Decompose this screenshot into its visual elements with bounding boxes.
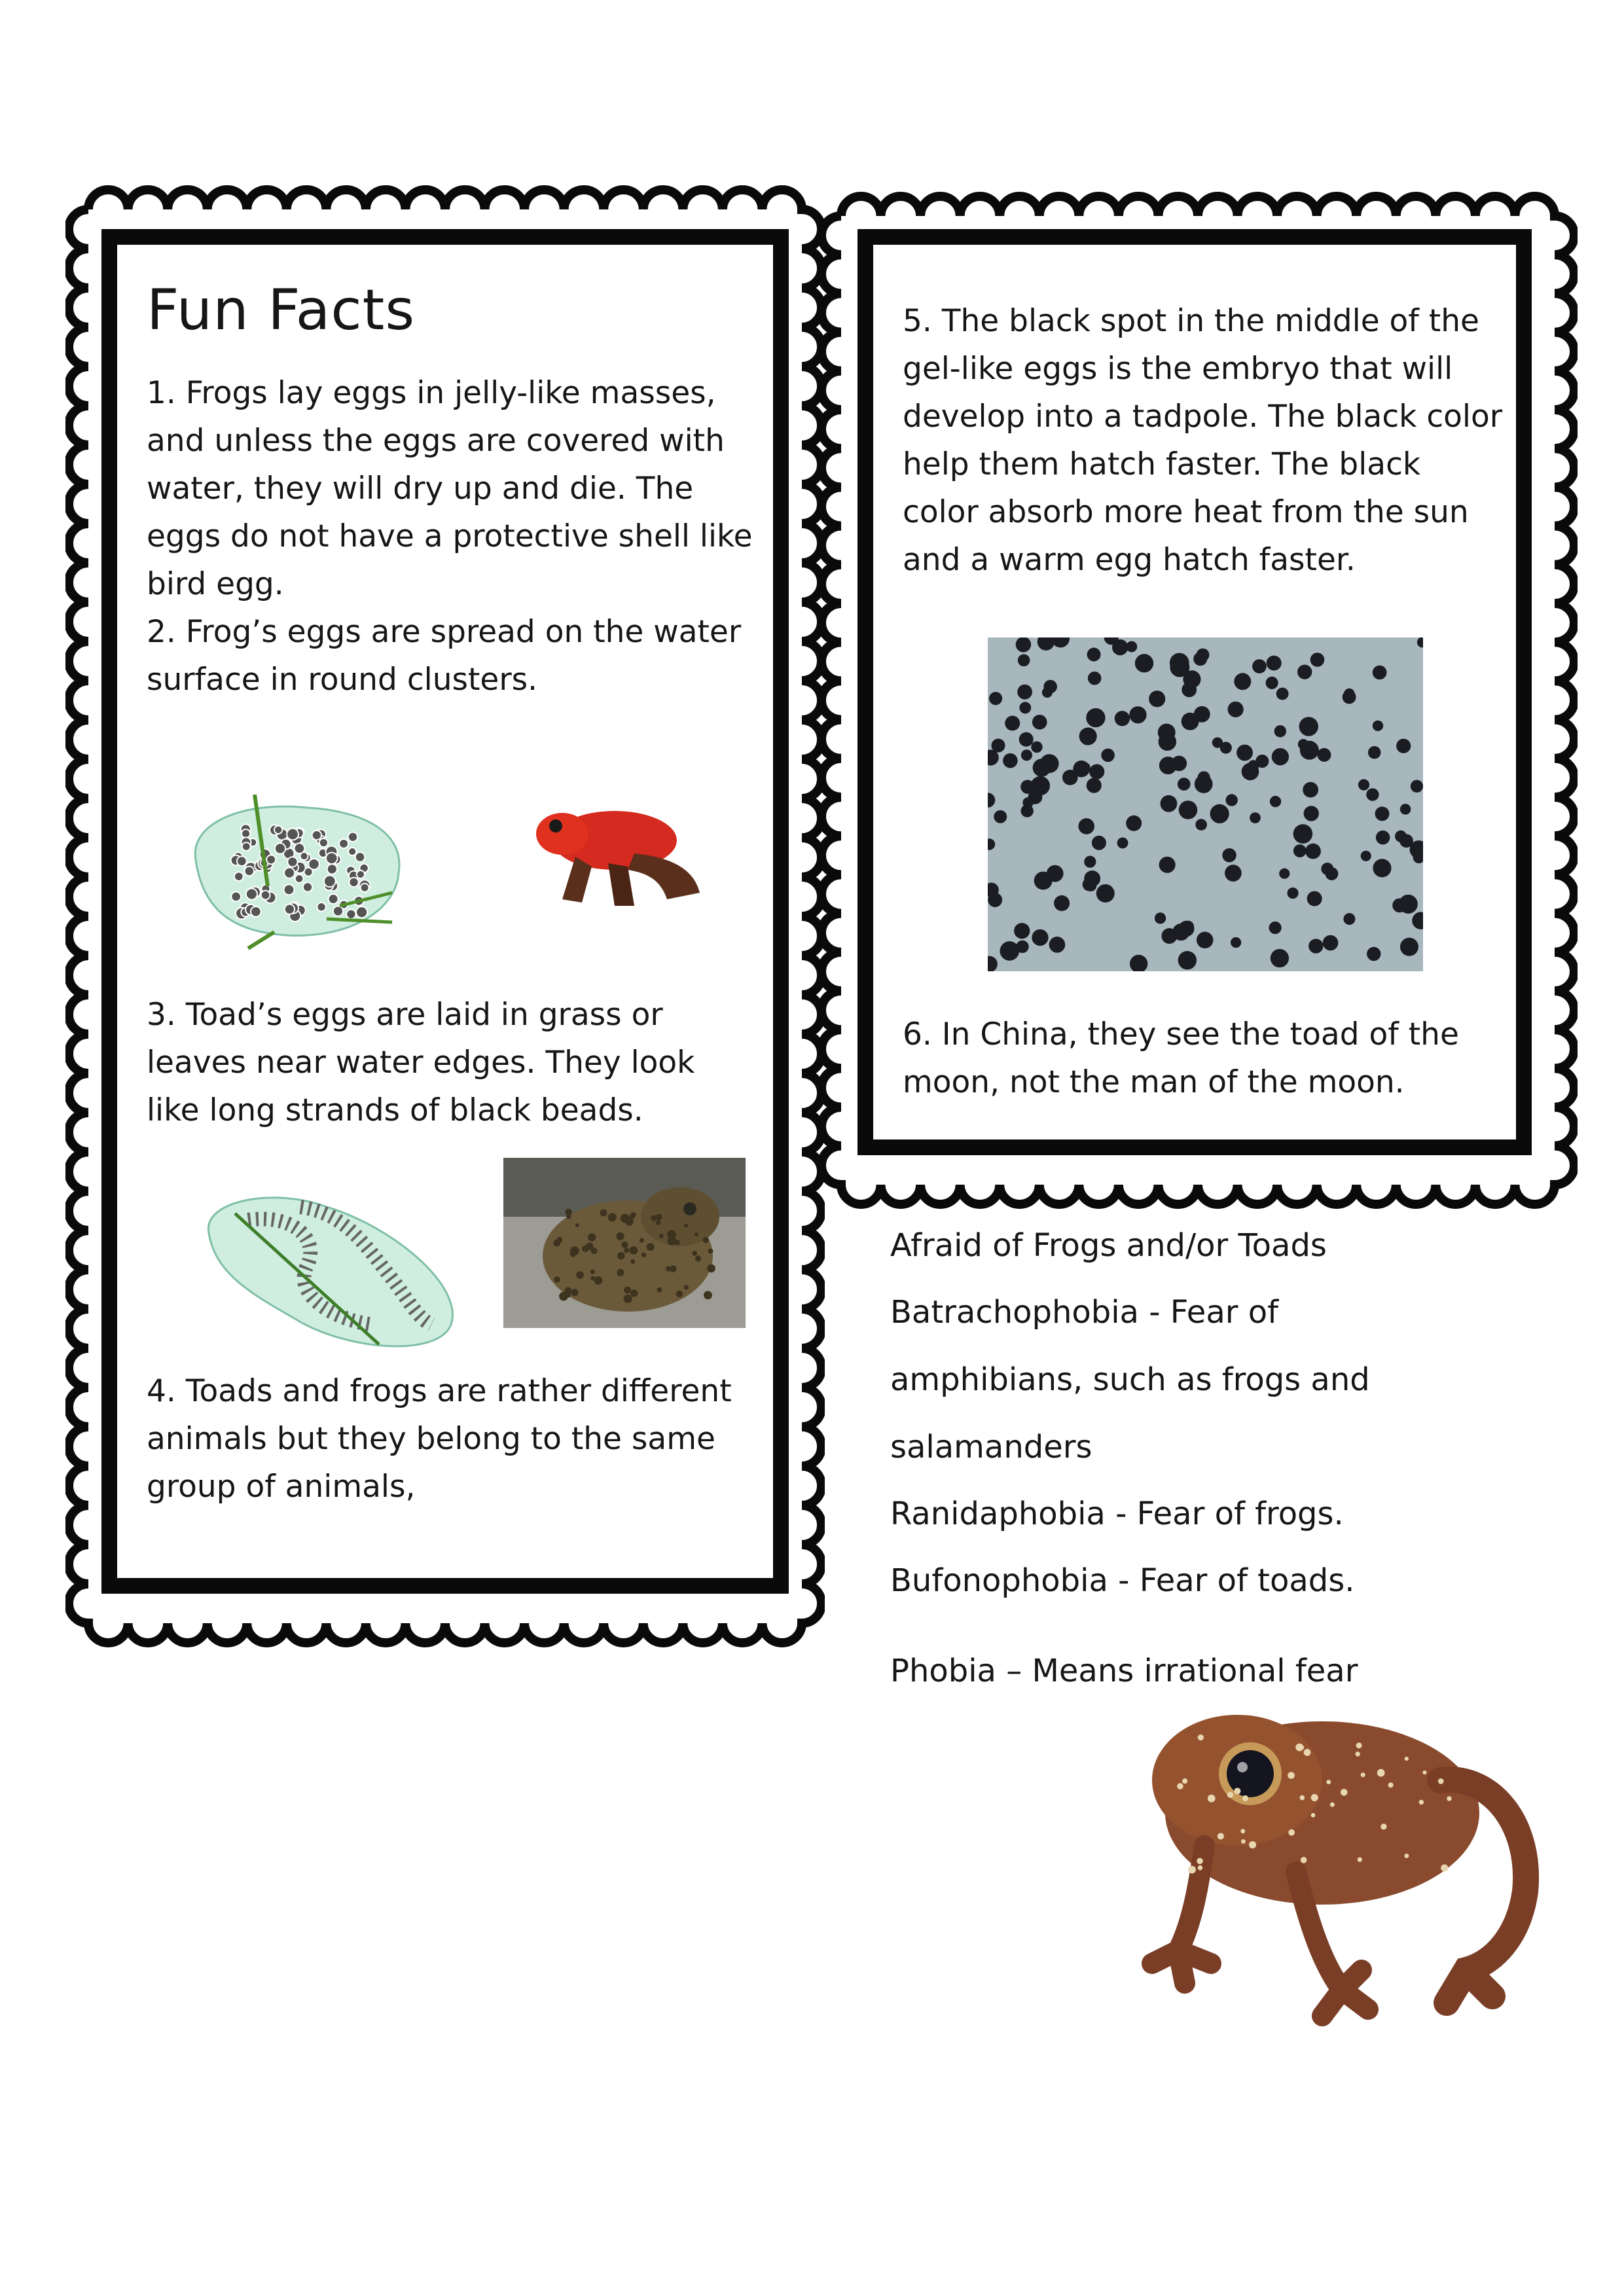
phobia-line-4: Ranidaphobia - Fear of frogs. bbox=[890, 1496, 1344, 1532]
toad-egg-strand-image bbox=[196, 1174, 471, 1357]
phobia-line-2: amphibians, such as frogs and bbox=[890, 1361, 1370, 1398]
red-poison-frog-image bbox=[536, 795, 719, 919]
fun-facts-box bbox=[101, 229, 789, 1594]
frog-egg-photo bbox=[988, 637, 1423, 971]
phobia-line-5: Bufonophobia - Fear of toads. bbox=[890, 1562, 1355, 1599]
frog-egg-cluster-image bbox=[176, 781, 412, 952]
phobia-line-3: salamanders bbox=[890, 1429, 1092, 1465]
toad-photo bbox=[503, 1158, 746, 1328]
fun-facts-continued-panel bbox=[818, 190, 1578, 1211]
fact-4: 4. Toads and frogs are rather different animals but they belong to the same group of animals, bbox=[147, 1373, 732, 1505]
phobia-line-1: Batrachophobia - Fear of bbox=[890, 1294, 1278, 1331]
fun-facts-continued-box bbox=[857, 229, 1532, 1155]
fact-5: 5. The black spot in the middle of the gel-like eggs is the embryo that will develop into a tadpole. The black color help them hatch faster. The black color absorb more heat from the sun and a warm egg hatch faster. bbox=[903, 303, 1503, 578]
fact-6: 6. In China, they see the toad of the moon, not the man of the moon. bbox=[903, 1016, 1459, 1100]
tree-frog-image bbox=[1126, 1676, 1558, 2029]
fact-2: 2. Frog’s eggs are spread on the water surface in round clusters. bbox=[147, 614, 742, 698]
phobia-line-6: Phobia – Means irrational fear bbox=[890, 1653, 1358, 1689]
fun-facts-panel bbox=[65, 177, 825, 1656]
phobias-heading: Afraid of Frogs and/or Toads bbox=[890, 1227, 1327, 1264]
fun-facts-title: Fun Facts bbox=[147, 278, 416, 343]
fact-3: 3. Toad’s eggs are laid in grass or leaves near water edges. They look like long strands of black beads. bbox=[147, 997, 695, 1128]
fact-1: 1. Frogs lay eggs in jelly-like masses, and unless the eggs are covered with water, they will dry up and die. The eggs do not have a protective shell like bird egg. bbox=[147, 375, 753, 602]
